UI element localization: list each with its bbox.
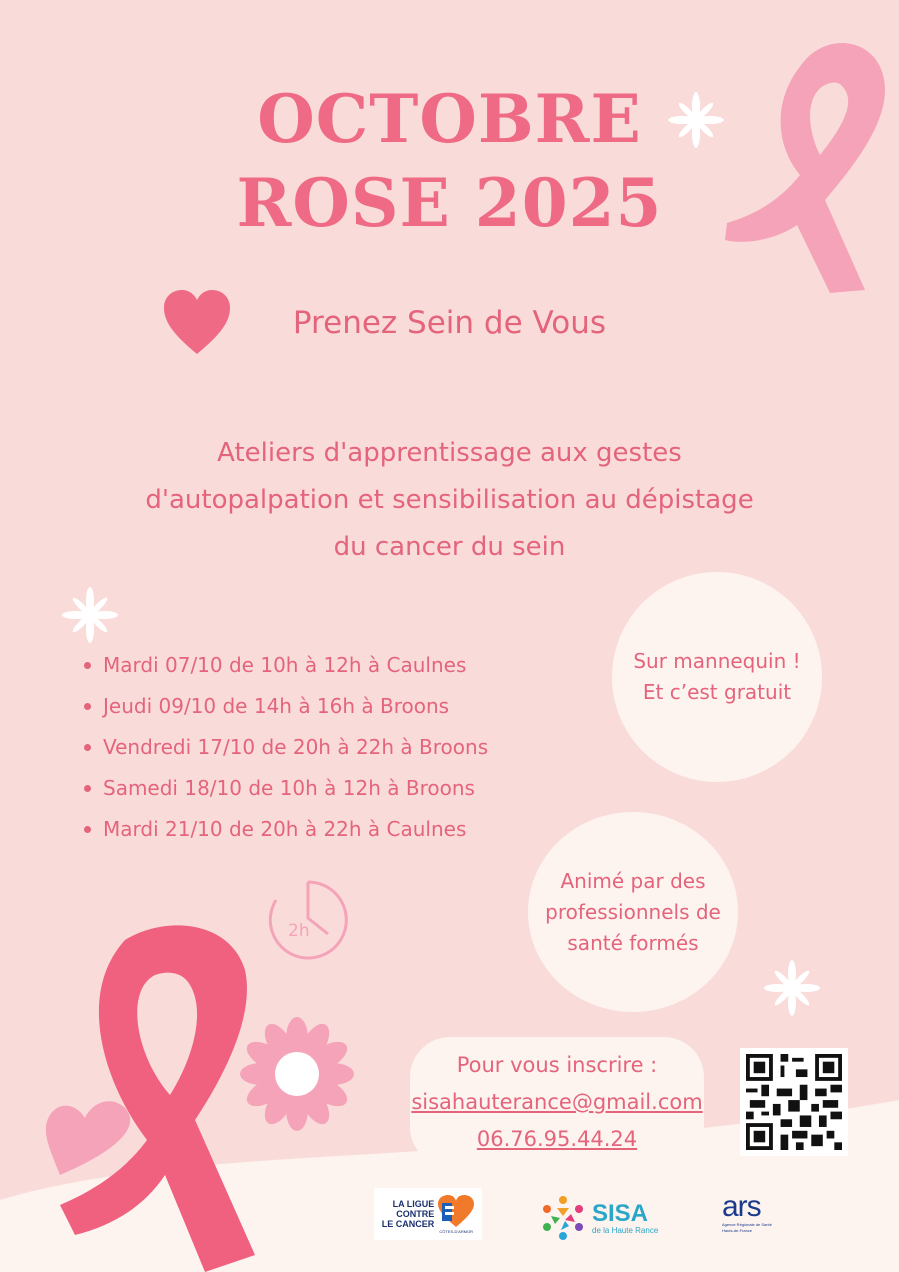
- free-bubble: Sur mannequin ! Et c’est gratuit: [612, 572, 822, 782]
- qr-code-pattern: [746, 1054, 842, 1150]
- title-line-1: OCTOBRE: [257, 80, 642, 158]
- bullet-icon: [84, 744, 91, 751]
- ars-logo: ars Agence Régionale de Santé Hauts-de-France: [722, 1192, 802, 1242]
- description-line: d'autopalpation et sensibilisation au dépistage: [145, 485, 754, 515]
- signup-label: Pour vous inscrire :: [456, 1053, 658, 1077]
- list-item: Mardi 07/10 de 10h à 12h à Caulnes: [80, 647, 488, 688]
- slogan: Prenez Sein de Vous: [292, 305, 607, 341]
- ligue-heart-icon: [438, 1195, 474, 1229]
- sisa-tagline: de la Haute Rance: [592, 1225, 659, 1235]
- list-item: Jeudi 09/10 de 14h à 16h à Broons: [80, 688, 488, 729]
- ligue-contre-le-cancer-logo: LA LIGUE CONTRE LE CANCER CÔTES-D'ARMOR: [374, 1188, 482, 1240]
- sisa-name: SISA: [592, 1199, 649, 1227]
- signup-box: [410, 1037, 704, 1167]
- list-item: Vendredi 17/10 de 20h à 22h à Broons: [80, 729, 488, 770]
- email-link[interactable]: sisahauterance@gmail.com: [411, 1090, 703, 1114]
- ars-wordmark: ars: [722, 1190, 761, 1223]
- sisa-people-icon: [538, 1193, 588, 1243]
- sparkle-icon: [762, 958, 822, 1018]
- sparkle-icon: [60, 585, 120, 645]
- sisa-logo: [538, 1190, 668, 1246]
- bullet-icon: [84, 785, 91, 792]
- phone-link[interactable]: 06.76.95.44.24: [476, 1127, 638, 1151]
- session-list: [80, 647, 488, 852]
- flower-icon: [238, 1015, 356, 1133]
- list-item: Mardi 21/10 de 20h à 22h à Caulnes: [80, 811, 488, 852]
- title-line-2: ROSE 2025: [236, 164, 663, 242]
- professionals-bubble: Animé par des professionnels de santé formés: [528, 812, 738, 1012]
- bullet-icon: [84, 826, 91, 833]
- qr-code[interactable]: [740, 1048, 848, 1156]
- description-line: du cancer du sein: [333, 532, 566, 562]
- list-item: Samedi 18/10 de 10h à 12h à Broons: [80, 770, 488, 811]
- duration-label: 2h: [288, 921, 310, 941]
- bullet-icon: [84, 703, 91, 710]
- description-line: Ateliers d'apprentissage aux gestes: [217, 438, 682, 468]
- bullet-icon: [84, 662, 91, 669]
- workshop-description: [90, 430, 809, 571]
